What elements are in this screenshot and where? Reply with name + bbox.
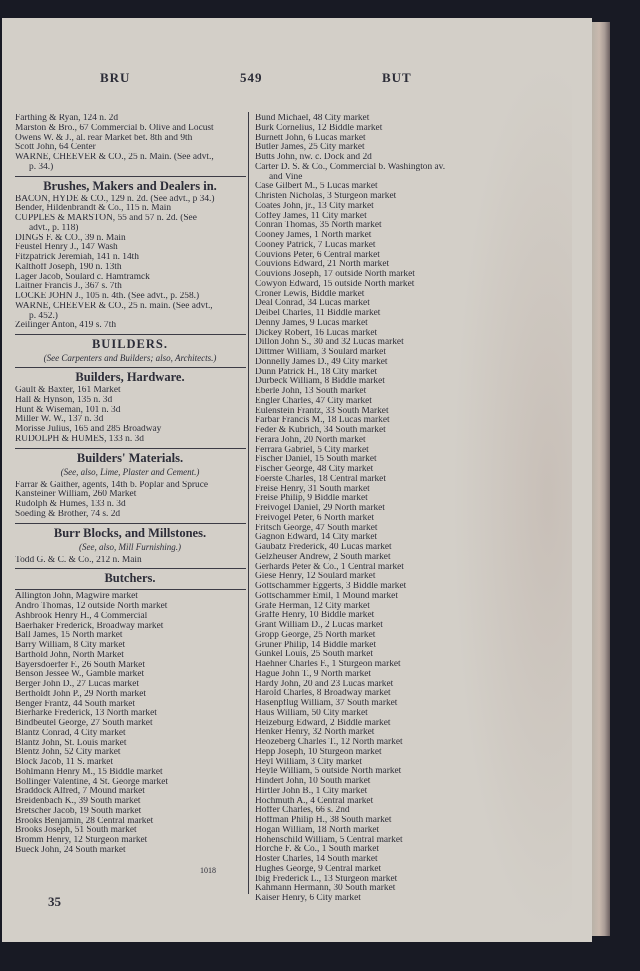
header-right: BUT xyxy=(382,70,412,85)
directory-entry: Barry William, 8 City market xyxy=(15,641,126,650)
directory-entry: Feder & Kubrich, 34 South market xyxy=(255,426,386,435)
directory-entry: Hogan William, 18 North market xyxy=(255,825,380,835)
directory-entry: Heyle William, 5 outside North market xyxy=(255,767,402,777)
directory-entry: Case Gilbert M., 5 Lucas market xyxy=(255,182,378,192)
brushes-heading: Brushes, Makers and Dealers in. xyxy=(43,178,217,193)
section-rule xyxy=(15,589,246,590)
directory-entry: Butler James, 25 City market xyxy=(255,143,365,153)
directory-entry: Marston & Bro., 67 Commercial b. Olive and Locust xyxy=(15,123,214,133)
directory-entry: CUPPLES & MARSTON, 55 and 57 n. 2d. (See xyxy=(15,214,197,223)
directory-entry: Gagnon Edward, 14 City market xyxy=(255,533,378,543)
directory-entry: Freivogel Peter, 6 North market xyxy=(255,513,375,523)
column-divider xyxy=(248,112,249,894)
directory-entry: Ibig Frederick L., 13 Sturgeon market xyxy=(255,874,398,884)
directory-entry: Ferara John, 20 North market xyxy=(255,435,366,445)
directory-entry: Berger John D., 27 Lucas market xyxy=(15,680,140,689)
hardware-heading: Builders, Hardware. xyxy=(75,370,185,384)
section-rule xyxy=(15,448,246,449)
directory-entry: Ball James, 15 North market xyxy=(15,631,123,641)
directory-entry: Gottschammer Emil, 1 Mound market xyxy=(255,591,398,601)
directory-entry: Donnelly James D., 49 City market xyxy=(255,357,388,367)
directory-entry: Bretscher Jacob, 19 South market xyxy=(15,806,142,816)
directory-entry: Gropp George, 25 North market xyxy=(255,630,376,640)
directory-entry: Lager Jacob, Soulard c. Hamtramck xyxy=(15,272,150,282)
directory-entry: Gerhards Peter & Co., 1 Central market xyxy=(255,562,404,572)
continued-entries xyxy=(15,114,245,173)
directory-entry: Soeding & Brother, 74 s. 2d xyxy=(15,509,121,519)
directory-entry: Denny James, 9 Lucas market xyxy=(255,318,368,328)
builders-heading: BUILDERS. xyxy=(91,337,169,351)
directory-entry: Gaubatz Frederick, 40 Lucas market xyxy=(255,543,392,552)
directory-entry: Bueck John, 24 South market xyxy=(15,845,126,855)
directory-entry: Barthold John, North Market xyxy=(15,650,124,660)
directory-entry: Fritsch George, 47 South market xyxy=(255,523,378,533)
directory-entry: Breidenbach K., 39 South market xyxy=(15,797,141,806)
directory-entry: Hepp Joseph, 10 Sturgeon market xyxy=(255,747,382,757)
directory-entry: Hall & Hynson, 135 n. 3d xyxy=(15,395,113,405)
section-rule xyxy=(15,176,246,177)
directory-entry: Laitner Francis J., 367 s. 7th xyxy=(15,282,122,292)
directory-page xyxy=(2,18,592,942)
directory-entry: Grafe Herman, 12 City market xyxy=(255,601,370,611)
directory-entry: Burk Cornelius, 12 Biddle market xyxy=(255,123,383,133)
directory-entry: Heyl William, 3 City market xyxy=(255,757,362,767)
page-edge xyxy=(592,22,610,936)
directory-entry: Dillon John S., 30 and 32 Lucas market xyxy=(255,338,404,348)
directory-entry: Christen Nicholas, 3 Sturgeon market xyxy=(255,192,397,201)
directory-entry: Heizeburg Edward, 2 Biddle market xyxy=(255,718,391,728)
section-rule xyxy=(15,334,246,335)
directory-entry: Couvions Peter, 6 Central market xyxy=(255,250,380,260)
directory-entry: RUDOLPH & HUMES, 133 n. 3d xyxy=(15,434,144,444)
directory-entry: Durbeck William, 8 Biddle market xyxy=(255,377,385,387)
section-rule xyxy=(15,568,246,569)
directory-entry: Kaiser Henry, 6 City market xyxy=(255,894,361,903)
directory-entry: Graffe Henry, 10 Biddle market xyxy=(255,611,375,621)
directory-entry: Blantz Conrad, 4 City market xyxy=(15,728,126,738)
directory-entry: Bender, Hildenbrandt & Co., 115 n. Main xyxy=(15,204,172,214)
directory-entry: Gelzheuser Andrew, 2 South market xyxy=(255,552,391,562)
directory-entry: Hunt & Wiseman, 101 n. 3d xyxy=(15,405,121,415)
directory-entry: Ashbrook Henry H., 4 Commercial xyxy=(15,611,148,621)
section-rule xyxy=(15,523,246,524)
header-page-number: 549 xyxy=(240,70,263,85)
directory-entry: Scott John, 64 Center xyxy=(15,143,96,153)
directory-entry: Allington John, Magwire market xyxy=(15,592,138,602)
builders-note: (See Carpenters and Builders; also, Architects.) xyxy=(43,353,217,363)
directory-entry: Kansteiner William, 260 Market xyxy=(15,490,137,500)
directory-entry: Farrar & Gaither, agents, 14th b. Poplar and Spruce xyxy=(15,480,209,490)
directory-entry: Engler Charles, 47 City market xyxy=(255,396,372,406)
directory-entry: DINGS F. & CO., 39 n. Main xyxy=(15,233,126,243)
directory-entry: Foerste Charles, 18 Central market xyxy=(255,474,386,484)
directory-entry: Hirtler John B., 1 City market xyxy=(255,786,368,796)
directory-entry: Fischer Daniel, 15 South market xyxy=(255,455,377,465)
directory-entry: Kahmann Hermann, 30 South market xyxy=(255,884,396,894)
directory-entry: Eulenstein Frantz, 33 South Market xyxy=(255,406,389,416)
directory-entry: Zeilinger Anton, 419 s. 7th xyxy=(15,321,117,331)
directory-entry: Baerhaker Frederick, Broadway market xyxy=(15,621,164,631)
directory-entry: Feustel Henry J., 147 Wash xyxy=(15,243,118,253)
hardware-entries xyxy=(15,386,245,445)
left-column xyxy=(15,114,245,856)
burr-heading: Burr Blocks, and Millstones. xyxy=(53,525,207,540)
directory-entry: Bohlmann Henry M., 15 Biddle market xyxy=(15,767,163,777)
materials-entries xyxy=(15,481,245,520)
directory-entry: Conran Thomas, 35 North market xyxy=(255,221,382,231)
directory-entry: Brooks Benjamin, 28 Central market xyxy=(15,816,154,826)
directory-entry: Blentz John, 52 City market xyxy=(15,748,121,758)
directory-entry: Bierharke Frederick, 13 North market xyxy=(15,709,157,719)
burr-note: (See, also, Mill Furnishing.) xyxy=(79,541,181,552)
header-left: BRU xyxy=(100,70,131,85)
directory-entry: advt., p. 118) xyxy=(29,223,79,233)
directory-entry: Ferrara Gabriel, 5 City market xyxy=(255,445,369,455)
directory-entry: Freivogel Daniel, 29 North market xyxy=(255,504,385,513)
directory-entry: Bindbeutel George, 27 South market xyxy=(15,719,153,728)
directory-entry: Croner Lewis, Biddle market xyxy=(255,289,365,299)
brushes-entries xyxy=(15,195,245,332)
directory-entry: Carter D. S. & Co., Commercial b. Washington av. xyxy=(255,162,446,172)
materials-heading: Builders' Materials. xyxy=(76,450,184,465)
directory-entry: Dunn Patrick H., 18 City market xyxy=(255,367,378,377)
directory-entry: Hoffer Charles, 66 s. 2nd xyxy=(255,806,350,816)
directory-entry: Gottschammer Eggerts, 3 Biddle market xyxy=(255,582,407,591)
butchers-entries xyxy=(15,592,245,855)
directory-entry: Hindert John, 10 South market xyxy=(255,777,371,786)
directory-entry: WARNE, CHEEVER & CO., 25 n. Main. (See advt., xyxy=(15,153,214,162)
directory-entry: and Vine xyxy=(269,172,303,182)
directory-entry: p. 34.) xyxy=(29,162,54,172)
directory-entry: Freise Henry, 31 South market xyxy=(255,484,370,494)
directory-entry: Hoffman Philip H., 38 South market xyxy=(255,816,392,825)
directory-entry: p. 452.) xyxy=(29,311,58,321)
directory-entry: Butts John, nw. c. Dock and 2d xyxy=(255,153,372,162)
directory-entry: Grant William D., 2 Lucas market xyxy=(255,621,383,630)
directory-entry: Gunkel Louis, 25 South market xyxy=(255,650,373,660)
section-rule xyxy=(15,367,246,368)
directory-entry: Hasenpflug William, 37 South market xyxy=(255,699,398,708)
directory-entry: Hoster Charles, 14 South market xyxy=(255,855,378,864)
directory-entry: Gruner Philip, 14 Biddle market xyxy=(255,640,377,650)
directory-entry: Farbar Francis M., 18 Lucas market xyxy=(255,416,390,426)
directory-entry: Deal Conrad, 34 Lucas market xyxy=(255,299,370,309)
directory-entry: Block Jacob, 11 S. market xyxy=(15,758,114,767)
smudge-mark: 1018 xyxy=(200,866,216,875)
directory-entry: Haus William, 50 City market xyxy=(255,708,368,718)
directory-entry: Couvions Joseph, 17 outside North market xyxy=(255,270,415,279)
directory-entry: Rudolph & Humes, 133 n. 3d xyxy=(15,500,126,509)
directory-entry: Brooks Joseph, 51 South market xyxy=(15,826,137,836)
directory-entry: Bertholdt John P., 29 North market xyxy=(15,689,146,699)
directory-entry: Freise Philip, 9 Biddle market xyxy=(255,494,368,504)
directory-entry: Giese Henry, 12 Soulard market xyxy=(255,572,376,582)
directory-entry: Bromm Henry, 12 Sturgeon market xyxy=(15,836,148,845)
running-header xyxy=(2,70,592,90)
materials-note: (See, also, Lime, Plaster and Cement.) xyxy=(60,466,200,477)
directory-entry: Hague John T., 9 North market xyxy=(255,669,372,679)
directory-entry: Heozeberg Charles T., 12 North market xyxy=(255,738,403,747)
directory-entry: Hardy John, 20 and 23 Lucas market xyxy=(255,679,394,689)
directory-entry: BACON, HYDE & CO., 129 n. 2d. (See advt., p 34.) xyxy=(15,194,215,204)
directory-entry: Coates John, jr., 13 City market xyxy=(255,201,374,211)
directory-entry: Deibel Charles, 11 Biddle market xyxy=(255,309,381,318)
directory-entry: Burnett John, 6 Lucas market xyxy=(255,133,366,143)
directory-entry: Cooney James, 1 North market xyxy=(255,231,372,240)
directory-entry: LOCKE JOHN J., 105 n. 4th. (See advt., p. 258.) xyxy=(15,292,200,301)
directory-entry: Benson Jessee W., Gamble market xyxy=(15,670,145,680)
directory-entry: Haehner Charles F., 1 Sturgeon market xyxy=(255,660,401,669)
directory-entry: Bayersdoerfer F., 26 South Market xyxy=(15,660,145,670)
directory-entry: Bund Michael, 48 City market xyxy=(255,114,370,123)
directory-entry: Braddock Alfred, 7 Mound market xyxy=(15,787,145,797)
directory-entry: Henker Henry, 32 North market xyxy=(255,728,375,738)
directory-entry: WARNE, CHEEVER & CO., 25 n. main. (See advt., xyxy=(15,301,213,311)
directory-entry: Dickey Robert, 16 Lucas market xyxy=(255,328,378,338)
directory-entry: Hochmuth A., 4 Central market xyxy=(255,796,374,806)
directory-entry: Todd G. & C. & Co., 212 n. Main xyxy=(15,555,142,565)
directory-entry: Hughes George, 9 Central market xyxy=(255,864,382,874)
directory-entry: Eberle John, 13 South market xyxy=(255,387,367,396)
directory-entry: Gault & Baxter, 161 Market xyxy=(15,386,121,395)
right-column xyxy=(255,114,495,904)
directory-entry: Miller W. W., 137 n. 3d xyxy=(15,415,104,425)
directory-entry: Bollinger Valentine, 4 St. George market xyxy=(15,777,169,787)
directory-entry: Andro Thomas, 12 outside North market xyxy=(15,602,168,611)
butchers-heading: Butchers. xyxy=(104,571,156,586)
directory-entry: Coffey James, 11 City market xyxy=(255,211,367,221)
directory-entry: Cowyon Edward, 15 outside North market xyxy=(255,279,415,289)
directory-entry: Dittmer William, 3 Soulard market xyxy=(255,348,386,357)
burr-entries xyxy=(15,556,245,566)
directory-entry: Blantz John, St. Louis market xyxy=(15,738,127,748)
directory-entry: Cooney Patrick, 7 Lucas market xyxy=(255,240,376,250)
directory-entry: Benger Frantz, 44 South market xyxy=(15,699,136,709)
directory-entry: Fitzpatrick Jeremiah, 141 n. 14th xyxy=(15,253,139,262)
directory-entry: Couvions Edward, 21 North market xyxy=(255,260,390,270)
directory-entry: Harold Charles, 8 Broadway market xyxy=(255,689,391,699)
directory-entry: Kalthoff Joseph, 190 n. 13th xyxy=(15,262,122,272)
directory-entry: Fischer George, 48 City market xyxy=(255,465,374,474)
directory-entry: Horche F. & Co., 1 South market xyxy=(255,845,379,855)
page-signature: 35 xyxy=(48,894,61,909)
directory-entry: Hohenschild William, 5 Central market xyxy=(255,835,403,845)
directory-entry: Farthing & Ryan, 124 n. 2d xyxy=(15,114,119,123)
directory-entry: Morisse Julius, 165 and 285 Broadway xyxy=(15,425,162,434)
directory-entry: Owens W. & J., al. rear Market bet. 8th and 9th xyxy=(15,133,193,143)
